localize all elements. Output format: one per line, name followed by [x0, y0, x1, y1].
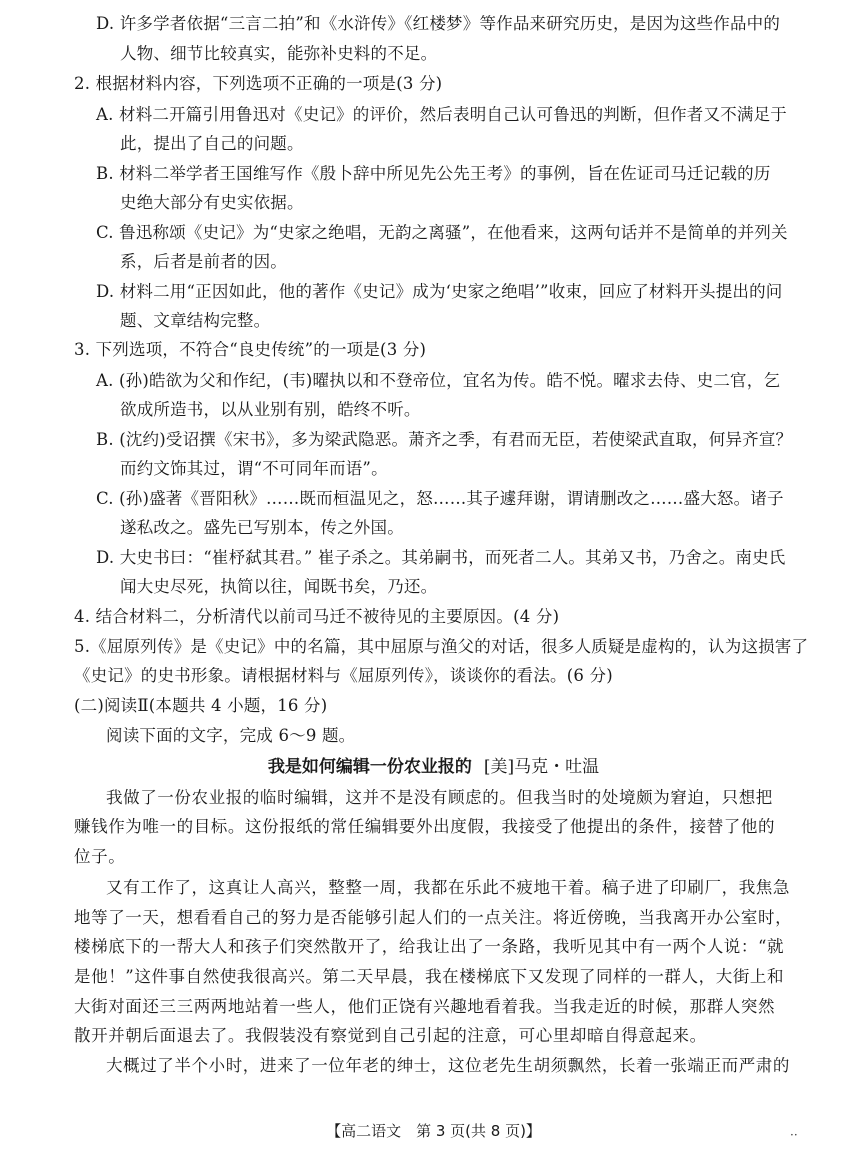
article-paragraph-line: 大概过了半个小时，进来了一位年老的绅士，这位老先生胡须飘然，长着一张端正而严肃的: [106, 1056, 790, 1075]
article-paragraph-line: 楼梯底下的一帮大人和孩子们突然散开了，给我让出了一条路，我听见其中有一两个人说：“就: [74, 937, 785, 956]
option-text: A. 材料二开篇引用鲁迅对《史记》的评价，然后表明自己认可鲁迅的判断，但作者又不满足于: [96, 105, 788, 124]
option-text: D. 材料二用“正因如此，他的著作《史记》成为‘史家之绝唱’”收束，回应了材料开头提出的问: [96, 282, 783, 301]
section-heading: (二)阅读Ⅱ(本题共 4 小题，16 分): [74, 696, 328, 715]
article-paragraph-line: 散开并朝后面退去了。我假装没有察觉到自己引起的注意，可心里却暗自得意起来。: [74, 1026, 707, 1045]
option-text: 人物、细节比较真实，能弥补史料的不足。: [120, 44, 438, 63]
option-text: 此，提出了自己的问题。: [120, 134, 304, 153]
option-text: D. 大史书曰：“崔杼弑其君。” 崔子杀之。其弟嗣书，而死者二人。其弟又书，乃舍之。南史氏: [96, 548, 786, 567]
option-text: 题、文章结构完整。: [120, 311, 271, 330]
option-text: B. (沈约)受诏撰《宋书》，多为梁武隐恶。萧齐之季，有君而无臣，若使梁武直取，何异齐宣？: [96, 430, 793, 449]
option-text: 而约文饰其过，谓“不可同年而语”。: [120, 459, 388, 478]
option-text: 系，后者是前者的因。: [120, 252, 287, 271]
question-stem: 4. 结合材料二，分析清代以前司马迁不被待见的主要原因。(4 分): [74, 607, 560, 626]
article-title-text: 我是如何编辑一份农业报的: [267, 757, 472, 777]
article-title: [0, 755, 867, 779]
option-text: 欲成所造书，以从业别有别，皓终不听。: [120, 400, 421, 419]
article-paragraph-line: 赚钱作为唯一的目标。这份报纸的常任编辑要外出度假，我接受了他提出的条件，接替了他的: [74, 817, 776, 836]
article-paragraph-line: 是他！”这件事自然使我很高兴。第二天早晨，我在楼梯底下又发现了同样的一群人，大街上和: [74, 967, 785, 986]
page-footer: 【高二语文 第 3 页(共 8 页)】: [326, 1122, 541, 1140]
question-stem: 2. 根据材料内容，下列选项不正确的一项是(3 分): [74, 74, 443, 93]
question-stem: 5.《屈原列传》是《史记》中的名篇，其中屈原与渔父的对话，很多人质疑是虚构的，认为这损害了: [74, 637, 809, 656]
option-text: D. 许多学者依据“三言二拍”和《水浒传》《红楼梦》等作品来研究历史，是因为这些作品中的: [96, 14, 781, 33]
option-text: B. 材料二举学者王国维写作《殷卜辞中所见先公先王考》的事例，旨在佐证司马迁记载的历: [96, 164, 771, 183]
option-text: 遂私改之。盛先已写别本，传之外国。: [120, 518, 404, 537]
corner-mark: ··: [790, 1128, 798, 1142]
article-paragraph-line: 地等了一天，想看看自己的努力是否能够引起人们的一点关注。将近傍晚，当我离开办公室时，: [74, 908, 793, 927]
option-text: 史绝大部分有史实依据。: [120, 193, 304, 212]
question-stem: 《史记》的史书形象。请根据材料与《屈原列传》，谈谈你的看法。(6 分): [74, 666, 613, 685]
option-text: C. 鲁迅称颂《史记》为“史家之绝唱，无韵之离骚”，在他看来，这两句话并不是简单的并列关: [96, 223, 788, 242]
option-text: A. (孙)皓欲为父和作纪，(韦)曜执以和不登帝位，宜名为传。皓不悦。曜求去侍、史二官，乞: [96, 371, 781, 390]
instruction-text: 阅读下面的文字，完成 6～9 题。: [106, 726, 356, 745]
article-paragraph-line: 我做了一份农业报的临时编辑，这并不是没有顾虑的。但我当时的处境颇为窘迫，只想把: [106, 788, 773, 807]
option-text: 闻大史尽死，执简以往，闻既书矣，乃还。: [120, 577, 438, 596]
article-paragraph-line: 又有工作了，这真让人高兴，整整一周，我都在乐此不疲地干着。稿子进了印刷厂，我焦急: [106, 878, 790, 897]
article-paragraph-line: 位子。: [74, 847, 126, 866]
article-author: [美]马克・吐温: [483, 757, 600, 777]
question-stem: 3. 下列选项，不符合“良史传统”的一项是(3 分): [74, 340, 427, 359]
option-text: C. (孙)盛著《晋阳秋》……既而桓温见之，怒……其子遽拜谢，谓请删改之……盛大怒。诸子: [96, 489, 784, 508]
article-paragraph-line: 大街对面还三三两两地站着一些人，他们正饶有兴趣地看着我。当我走近的时候，那群人突然: [74, 997, 776, 1016]
